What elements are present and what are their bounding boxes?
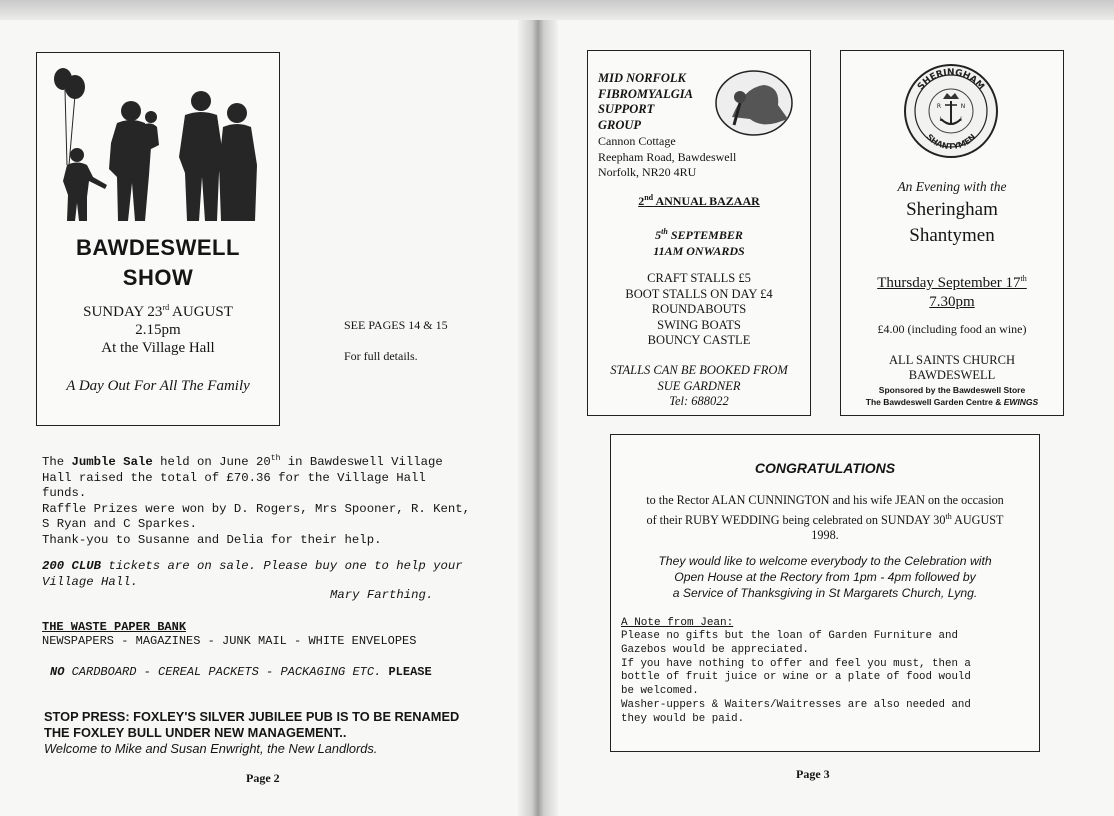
club-200-signature: Mary Farthing. (330, 588, 434, 602)
waste-paper-items: NEWSPAPERS - MAGAZINES - JUNK MAIL - WHITE ENVELOPES (42, 634, 417, 648)
shanty-date: Thursday September 17th 7.30pm (877, 274, 1027, 310)
shanty-price: £4.00 (including food an wine) (877, 322, 1027, 336)
bazaar-item: SWING BOATS (657, 317, 741, 332)
stop-press: STOP PRESS: FOXLEY'S SILVER JUBILEE PUB IS TO BE RENAMED THE FOXLEY BULL UNDER NEW MANAGEMENT.. Welcome to Mike and Susan Enwright, the New Landlords. (44, 709, 460, 756)
congrats-invitation: They would like to welcome everybody to the Celebration with Open House at the Rectory from 1pm - 4pm followed by a Service of Thanksgiving in St Margarets Church, Lyng. (658, 554, 992, 600)
bazaar-booking: STALLS CAN BE BOOKED FROM SUE GARDNER Tel: 688022 (610, 363, 788, 408)
show-title-line1: BAWDESWELL (76, 235, 240, 260)
congratulations-notice (610, 434, 1040, 752)
page-gutter (518, 20, 558, 816)
show-time: 2.15pm (135, 322, 181, 338)
shantymen-ad (840, 50, 1064, 416)
logo-text-bottom: SHANTYMEN (924, 132, 978, 152)
shanty-name: Sheringham Shantymen (906, 199, 998, 246)
scan-top-edge (0, 0, 1114, 22)
jumble-sale-report: The Jumble Sale held on June 20th in Bawdeswell Village Hall raised the total of £70.36 for the Village Hall funds. Raffle Prizes were won by D. Rogers, Mrs Spooner, R. Kent, S Ryan and C Sparkes. Thank-you to Susanne and Delia for their help. (42, 454, 471, 547)
club-200-notice: 200 CLUB tickets are on sale. Please buy one to help your Village Hall. (42, 559, 463, 589)
show-venue: At the Village Hall (101, 340, 215, 356)
note-from-jean-body: Please no gifts but the loan of Garden Furniture and Gazebos would be appreciated. If you have nothing to offer and feel you must, then a bottle of fruit juice or wine or a plate of food would be welcomed. Washer-uppers & Waiters/Waitresses are also needed and they would be paid. (621, 630, 971, 725)
logo-letter-l: L (939, 116, 943, 123)
show-title-line2: SHOW (122, 265, 194, 290)
see-pages-note: SEE PAGES 14 & 15 (344, 318, 448, 332)
full-details-note: For full details. (344, 349, 418, 363)
waste-paper-heading: THE WASTE PAPER BANK (42, 620, 187, 634)
bazaar-heading: 2nd ANNUAL BAZAAR (638, 193, 760, 208)
sheringham-shantymen-logo-image (901, 61, 1001, 161)
bazaar-item: CRAFT STALLS £5 (647, 271, 751, 285)
shanty-sponsors: Sponsored by the Bawdeswell Store The Bawdeswell Garden Centre & EWINGS (865, 385, 1039, 407)
logo-letter-i: I (960, 116, 962, 123)
logo-text-top: SHERINGHAM (916, 67, 986, 93)
waste-paper-exclusions: NO CARDBOARD - CEREAL PACKETS - PACKAGING ETC. PLEASE (50, 665, 432, 679)
fibromyalgia-bazaar-ad (587, 50, 811, 416)
bazaar-item: BOOT STALLS ON DAY £4 (625, 286, 773, 301)
bazaar-date: 5th SEPTEMBER 11AM ONWARDS (653, 227, 745, 258)
page-number-right: Page 3 (796, 767, 830, 781)
show-tagline: A Day Out For All The Family (66, 378, 250, 394)
logo-letter-r: R (936, 103, 942, 110)
fibro-org-name: MID NORFOLK FIBROMYALGIA SUPPORT GROUP (598, 71, 693, 132)
family-silhouette-image (51, 65, 261, 227)
show-date: SUNDAY 23rd AUGUST (83, 303, 233, 320)
logo-letter-n: N (960, 103, 966, 110)
shanty-venue: ALL SAINTS CHURCH BAWDESWELL (889, 353, 1015, 382)
shanty-intro: An Evening with the (897, 179, 1007, 194)
bawdeswell-show-ad (36, 52, 280, 426)
bazaar-item: ROUNDABOUTS (651, 302, 747, 316)
bazaar-attractions (588, 271, 810, 349)
fibro-address: Cannon Cottage Reepham Road, Bawdeswell Norfolk, NR20 4RU (598, 134, 737, 179)
fibromyalgia-logo-image (714, 67, 798, 137)
note-from-jean-heading: A Note from Jean: (621, 617, 734, 629)
bazaar-item: BOUNCY CASTLE (647, 333, 751, 347)
congrats-message: to the Rector ALAN CUNNINGTON and his wife JEAN on the occasion of their RUBY WEDDING being celebrated on SUNDAY 30th AUGUST 1998. (646, 493, 1004, 543)
congrats-heading: CONGRATULATIONS (754, 460, 896, 476)
page-number-left: Page 2 (246, 771, 280, 785)
